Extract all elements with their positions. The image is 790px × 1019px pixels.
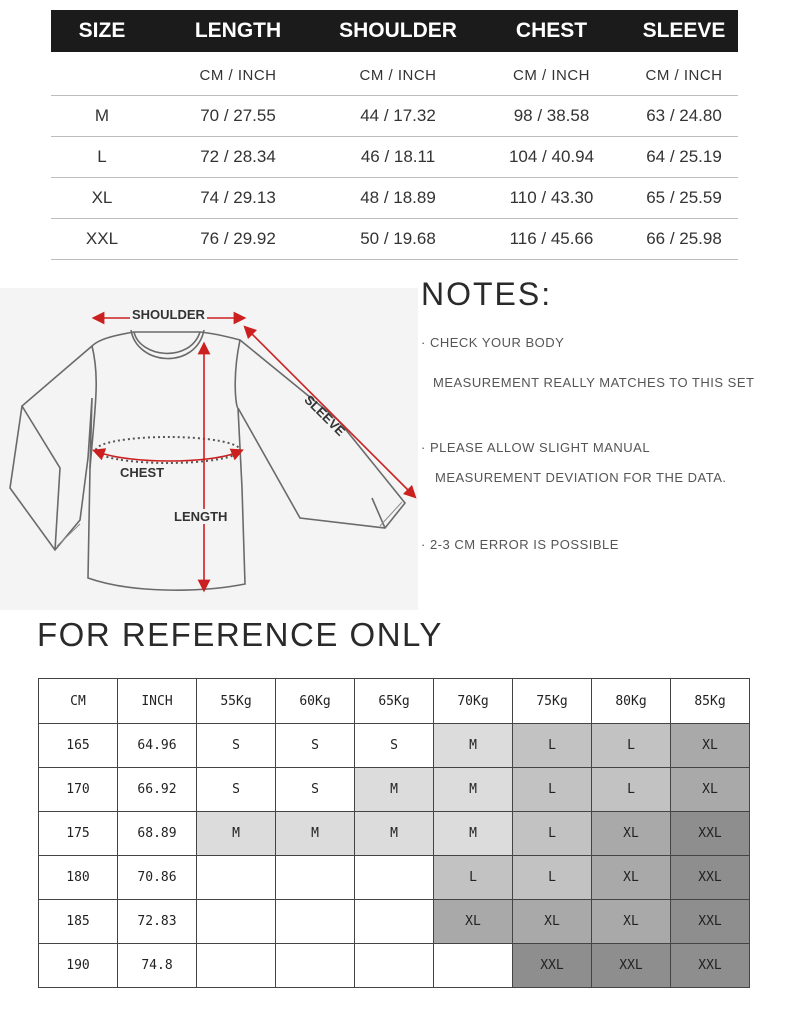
note-line: MEASUREMENT DEVIATION FOR THE DATA. — [435, 470, 727, 485]
size-suggestion-cell: XL — [671, 768, 750, 812]
reference-header-cell: 70Kg — [434, 679, 513, 724]
size-suggestion-cell: XXL — [671, 856, 750, 900]
reference-header-cell: 55Kg — [197, 679, 276, 724]
size-row-xl — [51, 178, 738, 219]
height-cell: 190 — [39, 944, 118, 988]
header-chest: CHEST — [515, 19, 588, 42]
shoulder-cell: 44 / 17.32 — [360, 106, 436, 125]
sleeve-cell: 66 / 25.98 — [646, 229, 722, 248]
size-suggestion-cell — [355, 900, 434, 944]
size-suggestion-cell: XXL — [592, 944, 671, 988]
sleeve-cell: 65 / 25.59 — [646, 188, 722, 207]
unit-cell: CM / INCH — [199, 67, 277, 84]
note-line: · CHECK YOUR BODY — [421, 335, 565, 350]
length-cell: 74 / 29.13 — [200, 188, 276, 207]
size-suggestion-cell: XXL — [513, 944, 592, 988]
unit-cell: CM / INCH — [645, 67, 723, 84]
chest-label: CHEST — [120, 465, 165, 480]
units-row — [51, 52, 738, 96]
height-cell: 165 — [39, 724, 118, 768]
size-table-header — [51, 10, 738, 52]
size-cell: L — [97, 147, 107, 166]
size-suggestion-cell: M — [197, 812, 276, 856]
length-cell: 72 / 28.34 — [200, 147, 276, 166]
reference-header-cell: INCH — [118, 679, 197, 724]
chest-cell: 104 / 40.94 — [508, 147, 595, 166]
shoulder-cell: 46 / 18.11 — [360, 147, 436, 166]
size-suggestion-cell: S — [197, 724, 276, 768]
size-cell: XXL — [85, 229, 119, 248]
height-cell: 72.83 — [118, 900, 197, 944]
height-cell: 66.92 — [118, 768, 197, 812]
sleeve-cell: 64 / 25.19 — [646, 147, 722, 166]
unit-cell — [51, 72, 153, 76]
header-shoulder: SHOULDER — [339, 19, 457, 42]
size-suggestion-cell: M — [434, 724, 513, 768]
size-row-m — [51, 96, 738, 137]
size-suggestion-cell: XL — [592, 856, 671, 900]
size-suggestion-cell: L — [513, 856, 592, 900]
size-table — [51, 10, 738, 260]
unit-cell: CM / INCH — [513, 67, 590, 84]
reference-row — [39, 768, 750, 812]
size-suggestion-cell: M — [355, 812, 434, 856]
reference-row — [39, 944, 750, 988]
note-line: · PLEASE ALLOW SLIGHT MANUAL — [421, 440, 651, 455]
size-suggestion-cell: S — [197, 768, 276, 812]
size-suggestion-cell: M — [434, 812, 513, 856]
size-suggestion-cell: L — [592, 724, 671, 768]
shoulder-cell: 50 / 19.68 — [360, 229, 436, 248]
reference-header-cell: 75Kg — [513, 679, 592, 724]
size-suggestion-cell: M — [355, 768, 434, 812]
size-row-xxl — [51, 219, 738, 260]
header-size: SIZE — [78, 19, 126, 42]
note-line: MEASUREMENT REALLY MATCHES TO THIS SET — [433, 375, 755, 390]
size-suggestion-cell — [276, 944, 355, 988]
length-cell: 76 / 29.92 — [200, 229, 276, 248]
height-cell: 175 — [39, 812, 118, 856]
size-suggestion-cell — [434, 944, 513, 988]
length-label: LENGTH — [174, 509, 228, 524]
size-suggestion-cell: XXL — [671, 812, 750, 856]
reference-title: FOR REFERENCE ONLY — [37, 616, 443, 653]
size-suggestion-cell — [197, 856, 276, 900]
header-sleeve: SLEEVE — [642, 19, 726, 42]
notes-title: NOTES: — [421, 276, 553, 312]
reference-header-row — [39, 679, 750, 724]
reference-row — [39, 900, 750, 944]
size-suggestion-cell — [197, 900, 276, 944]
size-suggestion-cell: XL — [592, 812, 671, 856]
reference-header-cell: 85Kg — [671, 679, 750, 724]
size-suggestion-cell — [276, 856, 355, 900]
size-suggestion-cell: XL — [592, 900, 671, 944]
size-suggestion-cell: S — [276, 768, 355, 812]
reference-table — [38, 678, 750, 988]
size-suggestion-cell: XL — [671, 724, 750, 768]
reference-row — [39, 724, 750, 768]
size-suggestion-cell: M — [276, 812, 355, 856]
size-suggestion-cell: M — [434, 768, 513, 812]
note-line: · 2-3 CM ERROR IS POSSIBLE — [421, 537, 619, 552]
shoulder-label: SHOULDER — [132, 307, 205, 322]
size-suggestion-cell: S — [276, 724, 355, 768]
reference-header-cell: 60Kg — [276, 679, 355, 724]
size-cell: XL — [91, 188, 113, 207]
height-cell: 170 — [39, 768, 118, 812]
reference-header-cell: 80Kg — [592, 679, 671, 724]
size-suggestion-cell — [197, 944, 276, 988]
size-suggestion-cell: L — [434, 856, 513, 900]
size-suggestion-cell: XL — [434, 900, 513, 944]
height-cell: 64.96 — [118, 724, 197, 768]
chest-cell: 98 / 38.58 — [513, 106, 590, 125]
height-cell: 180 — [39, 856, 118, 900]
reference-row — [39, 812, 750, 856]
size-suggestion-cell: L — [513, 768, 592, 812]
chest-cell: 110 / 43.30 — [509, 188, 594, 207]
shirt-illustration — [0, 288, 418, 610]
size-suggestion-cell: L — [513, 812, 592, 856]
height-cell: 70.86 — [118, 856, 197, 900]
sleeve-cell: 63 / 24.80 — [646, 106, 722, 125]
unit-cell: CM / INCH — [359, 67, 437, 84]
reference-row — [39, 856, 750, 900]
size-suggestion-cell — [355, 944, 434, 988]
size-suggestion-cell: XL — [513, 900, 592, 944]
size-cell: M — [94, 106, 110, 125]
header-length: LENGTH — [194, 19, 282, 42]
reference-header-cell: 65Kg — [355, 679, 434, 724]
height-cell: 68.89 — [118, 812, 197, 856]
sleeve-label: SLEEVE — [301, 392, 349, 439]
size-suggestion-cell: L — [592, 768, 671, 812]
size-suggestion-cell: S — [355, 724, 434, 768]
size-suggestion-cell: XXL — [671, 900, 750, 944]
measurement-diagram — [0, 288, 418, 610]
reference-header-cell: CM — [39, 679, 118, 724]
chest-cell: 116 / 45.66 — [509, 229, 594, 248]
height-cell: 74.8 — [118, 944, 197, 988]
size-suggestion-cell — [276, 900, 355, 944]
size-suggestion-cell — [355, 856, 434, 900]
shoulder-cell: 48 / 18.89 — [360, 188, 436, 207]
size-row-l — [51, 137, 738, 178]
size-suggestion-cell: L — [513, 724, 592, 768]
length-cell: 70 / 27.55 — [200, 106, 276, 125]
height-cell: 185 — [39, 900, 118, 944]
size-suggestion-cell: XXL — [671, 944, 750, 988]
